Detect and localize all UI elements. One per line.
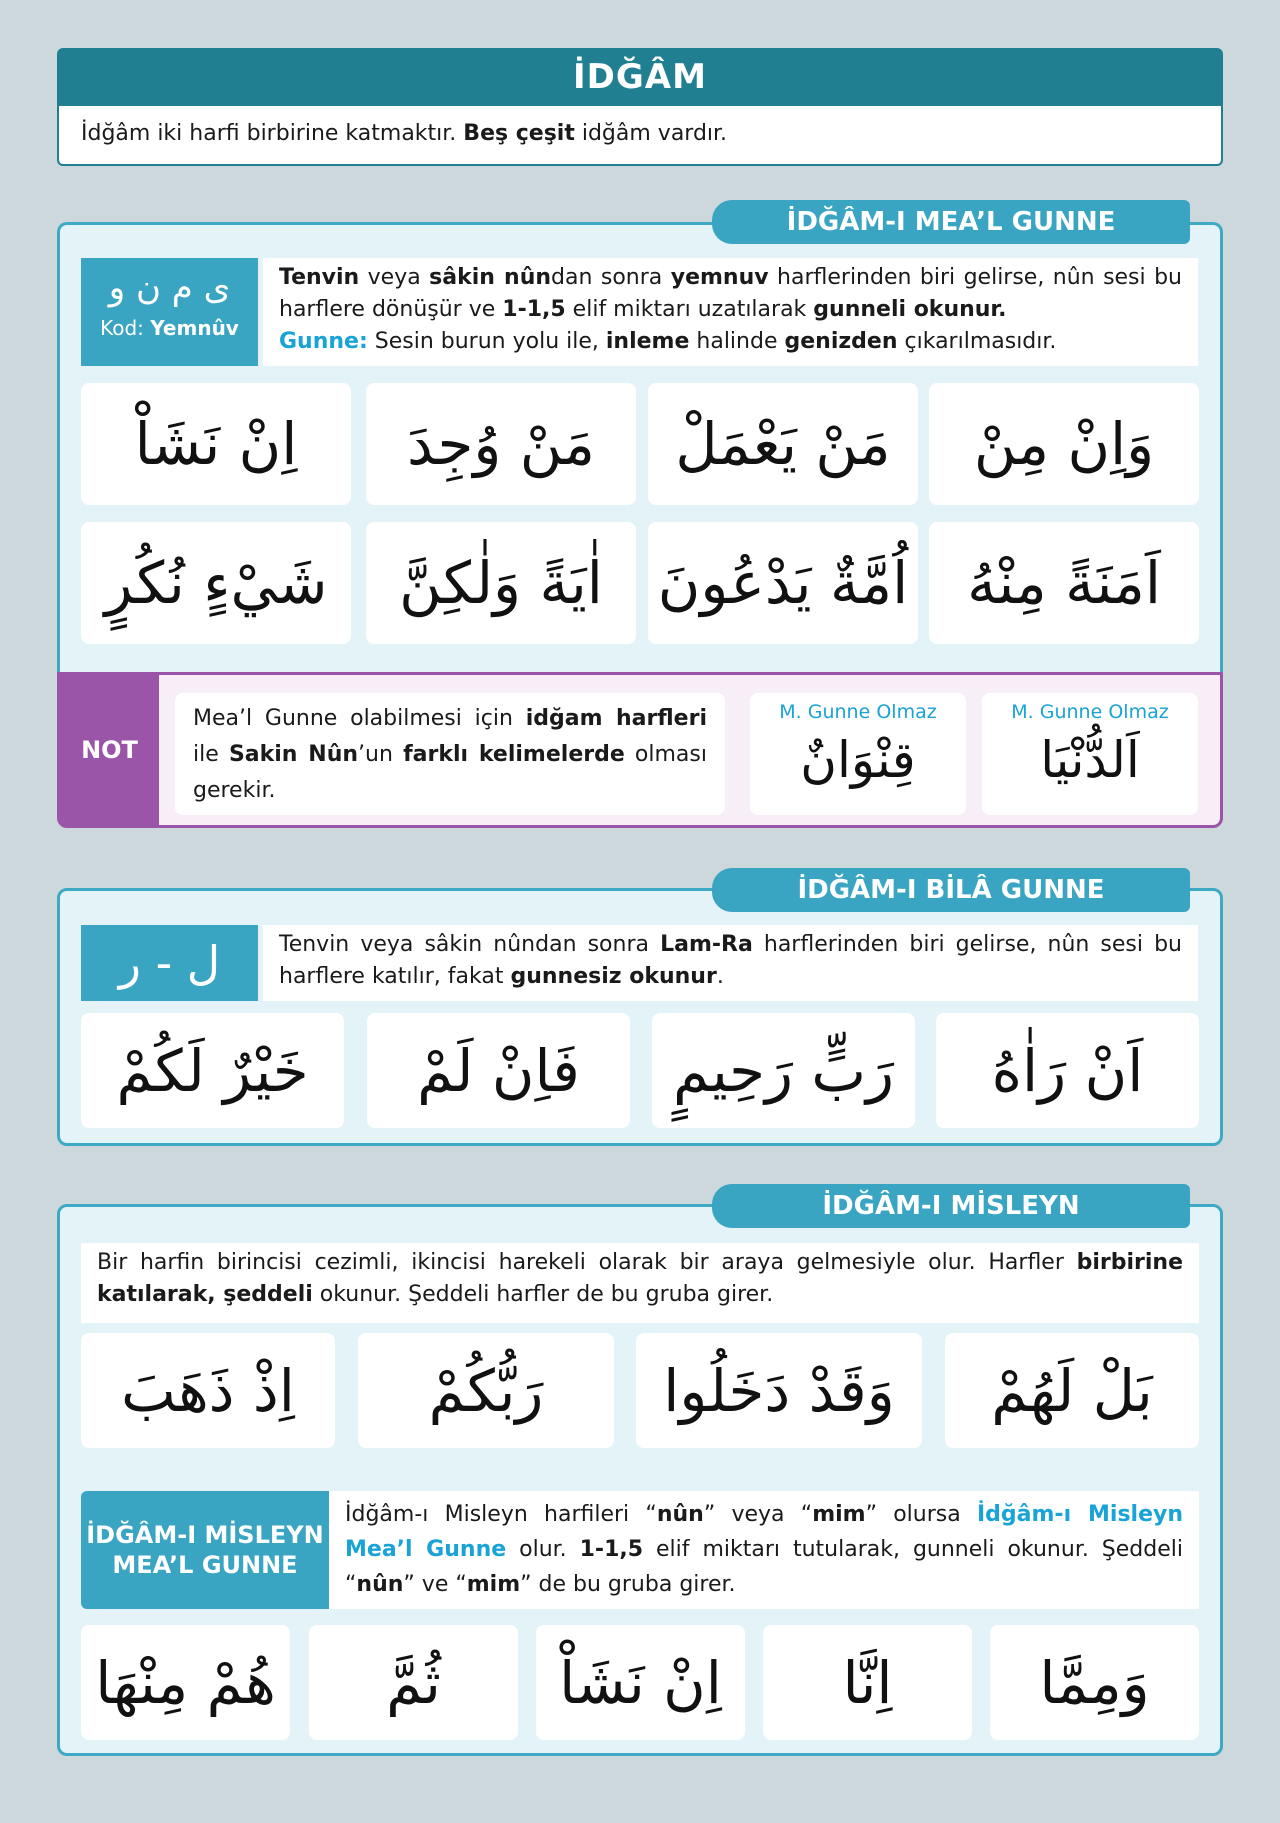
misleyn-description [81,1243,1199,1323]
desc-part: gunnesiz okunur [510,964,717,989]
note-caption: M. Gunne Olmaz [1011,701,1169,723]
note-word: اَلدُّنْيَا [1040,731,1140,789]
word-card: مَنْ يَعْمَلْ [648,383,918,505]
letters-box [81,258,258,366]
desc-part: mim [812,1502,866,1527]
note-caption: M. Gunne Olmaz [779,701,937,723]
desc-part: elif miktarı tutularak, gunneli okunur. Şeddeli “ [345,1537,1183,1597]
desc-part: gunneli okunur. [813,297,1007,322]
desc-part: çıkarılmasıdır. [897,329,1057,354]
intro-bold: Beş çeşit [463,121,575,146]
note-part: farklı kelimelerde [403,742,625,767]
section-misleyn [57,1204,1223,1756]
bila-description [263,925,1198,1001]
word-card: وَاِنْ مِنْ [929,383,1199,505]
desc-part: harflerinden biri gelirse, nûn sesi bu harflere katılır, fakat [279,932,1182,989]
desc-part: nûn [656,1502,704,1527]
section-bila-gunne [57,888,1223,1146]
desc-part: 1-1,5 [502,297,566,322]
letters: ی م ن و [108,268,231,308]
code-value: Yemnûv [150,316,239,340]
note-part: ile [193,742,229,767]
word-card: هُمْ مِنْهَا [81,1625,290,1740]
word-card: خَيْرٌ لَكُمْ [81,1013,344,1128]
desc-part: Gunne: [279,329,368,354]
note-part: ’un [358,742,404,767]
intro-part: İdğâm iki harfi birbirine katmaktır. [81,121,464,146]
word-card: مَنْ وُجِدَ [366,383,636,505]
word-card: اِنْ نَشَاْ [81,383,351,505]
desc-part: ” olursa [865,1502,977,1527]
word-card: اِنَّا [763,1625,972,1740]
desc-part: Lam-Ra [660,932,753,957]
note-example-card [750,693,966,815]
word-card: رَبٍّ رَحِيمٍ [652,1013,915,1128]
desc-part: ” veya “ [703,1502,813,1527]
desc-part: mim [466,1572,521,1597]
note-part: olması gerekir. [193,742,707,803]
letters-box: ل - ر [81,925,258,1001]
note-part: Sakin Nûn [228,742,359,767]
desc-part: nûn [356,1572,404,1597]
desc-part: birbirine katılarak, şeddeli [97,1250,1183,1307]
desc-part: olur. [506,1537,580,1562]
desc-part: ” de bu gruba girer. [520,1572,736,1597]
word-card: وَقَدْ دَخَلُوا [636,1333,922,1448]
word-card: شَيْءٍ نُكُرٍ [81,522,351,644]
desc-part: inleme [605,329,690,354]
desc-part: Sesin burun yolu ile, [367,329,606,354]
word-card: اٰيَةً وَلٰكِنَّ [366,522,636,644]
word-card: فَاِنْ لَمْ [367,1013,630,1128]
desc-part: Bir harfin birincisi cezimli, ikincisi harekeli olarak bir araya gelmesiyle olur. Harfler [97,1250,1077,1275]
note-part: idğam harfleri [525,706,707,731]
note-box [57,672,1223,828]
word-card: اُمَّةٌ يَدْعُونَ [648,522,918,644]
section-tab: İDĞÂM-I MEA’L GUNNE [712,200,1190,244]
desc-part: dan sonra [551,265,671,290]
sub-label-line: İDĞÂM-I MİSLEYN [86,1521,324,1549]
misleyn-meal-label [81,1491,329,1609]
word-card: وَمِمَّا [990,1625,1199,1740]
word-card: ثُمَّ [309,1625,518,1740]
desc-part: sâkin nûn [429,265,552,290]
desc-part: İdğâm-ı Misleyn Mea’l Gunne [345,1502,1184,1562]
code-label: Kod: [100,316,151,340]
section-tab: İDĞÂM-I BİLÂ GUNNE [712,868,1190,912]
sub-label-line: MEA’L GUNNE [112,1551,298,1579]
desc-part: Tenvin [279,265,360,290]
section-meal-gunne [57,222,1223,674]
desc-part: genizden [784,329,898,354]
meal-description [263,258,1198,366]
desc-part: . [716,964,724,989]
note-label: NOT [60,675,159,825]
word-card: اَنْ رَاٰهُ [936,1013,1199,1128]
page-title: İDĞÂM [57,48,1223,106]
misleyn-meal-description [329,1491,1199,1609]
word-card: اَمَنَةً مِنْهُ [929,522,1199,644]
desc-part: 1-1,5 [579,1537,644,1562]
note-word: قِنْوَانٌ [800,731,916,789]
desc-part: yemnuv [670,265,769,290]
section-tab: İDĞÂM-I MİSLEYN [712,1184,1190,1228]
intro-text [57,106,1223,166]
word-card: اِنْ نَشَاْ [536,1625,745,1740]
word-card: اِذْ ذَهَبَ [81,1333,335,1448]
word-card: رَبُّكُمْ [358,1333,614,1448]
note-example-card [982,693,1198,815]
desc-part: elif miktarı uzatılarak [565,297,814,322]
desc-part: harflerinden biri gelirse, nûn sesi bu harflere dönüşür ve [279,265,1182,322]
word-card: بَلْ لَهُمْ [945,1333,1199,1448]
note-text [175,693,725,815]
code [81,316,258,340]
desc-part: Tenvin veya sâkin nûndan sonra [279,932,661,957]
intro-part: idğâm vardır. [574,121,728,146]
desc-part: halinde [689,329,785,354]
desc-part: veya [359,265,430,290]
note-part: Mea’l Gunne olabilmesi için [193,706,526,731]
desc-part: okunur. Şeddeli harfler de bu gruba girer. [312,1282,774,1307]
desc-part: ” ve “ [403,1572,467,1597]
desc-part: İdğâm-ı Misleyn harfileri “ [345,1502,657,1527]
